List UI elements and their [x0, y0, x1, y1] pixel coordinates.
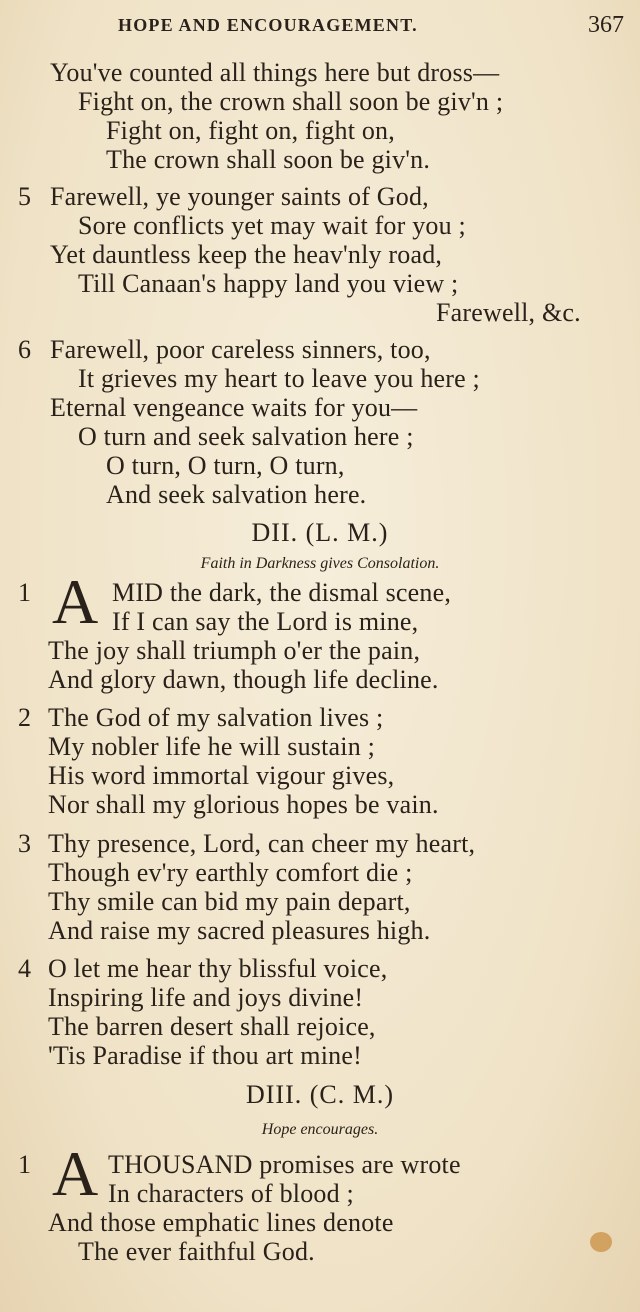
page-number: 367: [588, 12, 624, 38]
verse-line: Fight on, fight on, fight on,: [106, 116, 395, 145]
verse-line: His word immortal vigour gives,: [48, 761, 395, 790]
verse-line: And those emphatic lines denote: [48, 1208, 394, 1237]
stanza-number: 3: [18, 829, 31, 858]
stanza-number: 4: [18, 954, 31, 983]
verse-line: Nor shall my glorious hopes be vain.: [48, 790, 439, 819]
verse-line: And raise my sacred pleasures high.: [48, 916, 431, 945]
stanza-number: 1: [18, 578, 31, 607]
drop-cap: A: [52, 1138, 99, 1209]
verse-line: THOUSAND promises are wrote: [108, 1150, 461, 1179]
verse-line: In characters of blood ;: [108, 1179, 354, 1208]
verse-line: And seek salvation here.: [106, 480, 367, 509]
verse-line: Farewell, ye younger saints of God,: [50, 182, 429, 211]
verse-line: The ever faithful God.: [78, 1237, 315, 1266]
verse-line: O turn and seek salvation here ;: [78, 422, 414, 451]
verse-line: O let me hear thy blissful voice,: [48, 954, 388, 983]
verse-line: Eternal vengeance waits for you—: [50, 393, 418, 422]
stanza-number: 6: [18, 335, 31, 364]
running-title: HOPE AND ENCOURAGEMENT.: [118, 15, 418, 35]
hymn-subtitle: Faith in Darkness gives Consolation.: [200, 555, 440, 572]
verse-line: The barren desert shall rejoice,: [48, 1012, 376, 1041]
hymn-title: DIII. (C. M.): [245, 1080, 395, 1109]
verse-line: Yet dauntless keep the heav'nly road,: [50, 240, 443, 269]
verse-line: 'Tis Paradise if thou art mine!: [48, 1041, 362, 1070]
verse-line: The crown shall soon be giv'n.: [106, 145, 431, 174]
stanza-number: 1: [18, 1150, 31, 1179]
verse-line: Farewell, &c.: [436, 298, 581, 327]
verse-line: Fight on, the crown shall soon be giv'n ;: [78, 87, 504, 116]
verse-line: MID the dark, the dismal scene,: [112, 578, 452, 607]
verse-line: O turn, O turn, O turn,: [106, 451, 345, 480]
verse-line: It grieves my heart to leave you here ;: [78, 364, 480, 393]
verse-line: The joy shall triumph o'er the pain,: [48, 636, 421, 665]
verse-line: Thy smile can bid my pain depart,: [48, 887, 411, 916]
verse-line: And glory dawn, though life decline.: [48, 665, 439, 694]
verse-line: Thy presence, Lord, can cheer my heart,: [48, 829, 476, 858]
verse-line: Though ev'ry earthly comfort die ;: [48, 858, 413, 887]
page-header: [118, 10, 628, 40]
verse-line: Inspiring life and joys divine!: [48, 983, 364, 1012]
hymn-subtitle: Hope encourages.: [261, 1121, 379, 1138]
verse-line: If I can say the Lord is mine,: [112, 607, 419, 636]
drop-cap: A: [52, 566, 99, 637]
stanza-number: 5: [18, 182, 31, 211]
verse-line: Sore conflicts yet may wait for you ;: [78, 211, 466, 240]
ink-blot: [590, 1232, 612, 1252]
stanza-number: 2: [18, 703, 31, 732]
hymn-title: DII. (L. M.): [251, 518, 389, 547]
verse-line: Farewell, poor careless sinners, too,: [50, 335, 431, 364]
verse-line: You've counted all things here but dross—: [50, 58, 500, 87]
verse-line: Till Canaan's happy land you view ;: [78, 269, 459, 298]
verse-line: My nobler life he will sustain ;: [48, 732, 376, 761]
verse-line: The God of my salvation lives ;: [48, 703, 384, 732]
